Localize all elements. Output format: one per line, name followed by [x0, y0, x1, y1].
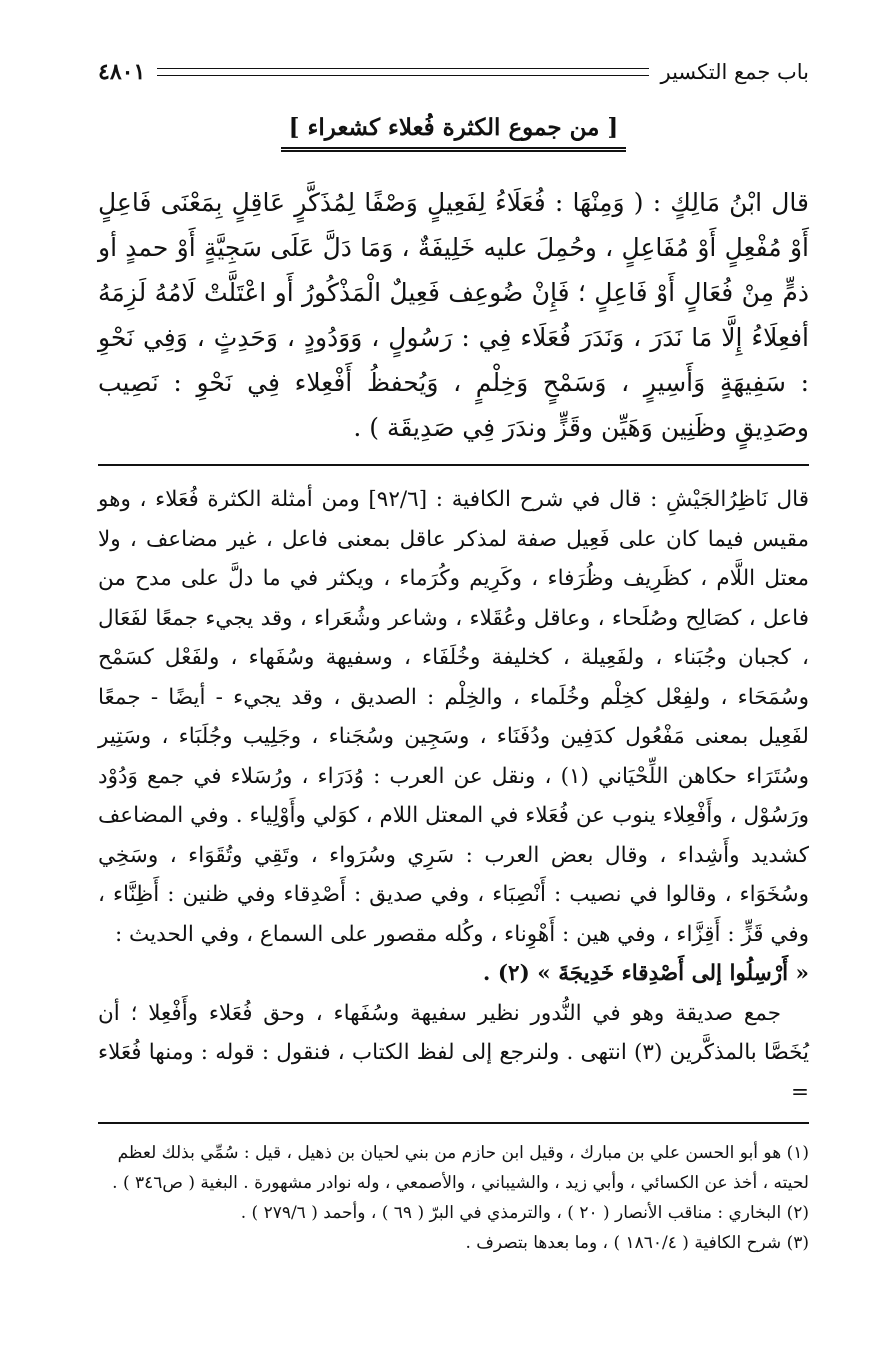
hadith-quote: « أَرْسِلُوا إلى أَصْدِقاء خَدِيجَةَ » (٢) .: [482, 961, 809, 986]
footnote-1: (١) هو أبو الحسن علي بن مبارك ، وقيل ابن حازم من بني لحيان بن ذهيل ، قيل : سُمِّي بذلك لعظم لحيته ، أخذ عن الكسائي ، وأبي زيد ، والشيباني ، والأصمعي ، وله نوادر مشهورة . البغية ( ص٣٤٦ ) .: [112, 1143, 809, 1193]
footnote-2: (٢) البخاري : مناقب الأنصار ( ٢٠ ) ، والترمذي في البرّ ( ٦٩ ) ، وأحمد ( ٢٧٩/٦ ) .: [240, 1203, 809, 1223]
page-header: [98, 52, 809, 92]
page-number: ٤٨٠١: [98, 59, 146, 85]
footnote-3: (٣) شرح الكافية ( ١٨٦٠/٤ ) ، وما بعدها بتصرف .: [465, 1233, 809, 1253]
commentary-paragraph-2: جمع صديقة وهو في النُّدور نظير سفيهة وسُفَهاء ، وحق فُعَلاء وأَفْعِلا ؛ أن يُخَصَّا بالمذكَّرين (٣) انتهى . ولنرجع إلى لفظ الكتاب ، فنقول : قوله : ومنها فُعَلاء =: [98, 1000, 809, 1105]
main-text-block: [98, 180, 809, 450]
commentary-paragraph-1: قال نَاظِرُالجَيْشِ : قال في شرح الكافية : [٩٢/٦] ومن أمثلة الكثرة فُعَلاء ، وهو مقيس فيما كان على فَعِيل صفة لمذكر عاقل بمعنى فاعل ، غير مضاعف ، ولا معتل اللَّام ، كظَرِيف وظُرَفاء ، وكَرِيم وكُرَماء ، ويكثر في ما دلَّ على مدح من فاعل ، كصَالِح وصُلَحاء ، وعاقل وعُقَلاء ، وشاعر وشُعَراء ، وقد يجيء جمعًا لفَعَال ، كجبان وجُبَناء ، ولفَعِيلة ، كخليفة وخُلَفَاء ، وسفيهة وسُفَهاء ، ولفَعْل كسَمْح وسُمَحَاء ، ولفِعْل كخِلْم وخُلَماء ، والخِلْم : الصديق ، وقد يجيء - أيضًا - جمعًا لفَعِيل بمعنى مَفْعُول كدَفِين ودُفَنَاء ، وسَجِين وسُجَناء ، وجَلِيب وجُلَبَاء ، وسَتِير وسُتَرَاء حكاهن اللِّحْيَاني (١) ، ونقل عن العرب : وُدَرَاء ، ورُسَلاء في جمع وَدُوْد ورَسُوْل ، وأَفْعِلاء ينوب عن فُعَلاء في المعتل اللام ، كوَلي وأَوْلِياء . وفي المضاعف كشديد وأَشِداء ، وقال بعض العرب : سَرِي وسُرَواء ، وتَقِي وتُقَوَاء ، وسَخِي وسُخَوَاء ، وقالوا في نصيب : أَنْصِبَاء ، وفي صديق : أَصْدِقاء وفي ظنين : أَظِنَّاء ، وفي قَزٍّ : أَقِزَّاء ، وفي هين : أَهْوِناء ، وكُله مقصور على السماع ، وفي الحديث :: [98, 487, 809, 947]
footnote-divider: [98, 1122, 809, 1124]
commentary-block: [98, 480, 809, 1112]
section-title: [98, 114, 809, 162]
section-title-text: [ من جموع الكثرة فُعلاء كشعراء ]: [281, 114, 627, 152]
header-rule: [157, 68, 648, 76]
footnotes: [98, 1138, 809, 1258]
main-text: قال ابْنُ مَالِكٍ : ( وَمِنْهَا : فُعَلَاءُ لِفَعِيلٍ وَصْفًا لِمُذَكَّرٍ عَاقِلٍ بِمَعْنَى فَاعِلٍ أَوْ مُفْعِلٍ أَوْ مُفَاعِلٍ ، وحُمِلَ عليه خَلِيفَةٌ ، وَمَا دَلَّ عَلَى سَجِيَّةٍ أَوْ حمدٍ أو ذمٍّ مِنْ فُعَالٍ أَوْ فَاعِلٍ ؛ فَإِنْ ضُوعِف فَعِيلٌ الْمَذْكُورُ أَو اعْتَلَّتْ لَامُهُ لَزِمَهُ أفعِلَاءُ إِلَّا مَا نَدَرَ ، وَنَدَرَ فُعَلَاء فِي : رَسُولٍ ، وَوَدُودٍ ، وَحَدِثٍ ، وَفِي نَحْوِ : سَفِيهَةٍ وَأَسِيرٍ ، وَسَمْحٍ وَخِلْمٍ ، وَيُحفظُ أَفْعِلاء فِي نَحْوِ : نَصِيب وصَدِيقٍ وظَنِين وَهَيِّن وقَزٍّ وندَرَ فِي صَدِيقَة ) .: [98, 188, 809, 442]
running-title: باب جمع التكسير: [660, 60, 809, 84]
section-divider: [98, 464, 809, 466]
